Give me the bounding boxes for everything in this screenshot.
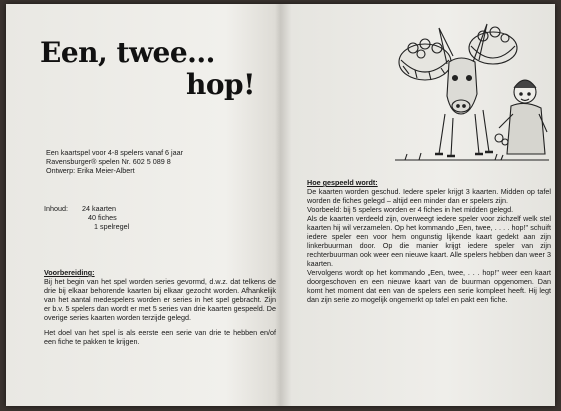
game-info — [46, 148, 276, 175]
info-line: Ravensburger® spelen Nr. 602 5 089 8 — [46, 157, 171, 166]
how-to-play-heading: Hoe gespeeld wordt: — [307, 178, 378, 187]
contents-item: 1 spelregel — [94, 222, 130, 231]
donkey-illustration — [395, 14, 549, 164]
preparation-section — [44, 268, 276, 352]
contents-item: 40 fiches — [88, 213, 117, 222]
preparation-paragraph: Bij het begin van het spel worden series gevormd, d.w.z. dat telkens de drie bij elkaar behorende kaarten bij elkaar gezocht worden. Afhankelijk van het aantal medespelers worden er series in het spel gebracht. Zijn er b.v. 5 spelers dan wordt er met 5 series van drie kaarten gespeeld. De overige series kaarten worden terzijde gelegd. — [44, 277, 276, 322]
title-line-2: hop! — [186, 68, 255, 101]
contents-list — [44, 204, 129, 231]
how-to-play-paragraph: Als de kaarten verdeeld zijn, overweegt iedere speler voor zichzelf welk stel kaarten hij wil verzamelen. Op het kommando „Een, twee, . . . . hop!" schuift iedere speler een voor hem ongunstig lijkende kaart gedekt aan zijn linkerbuurman door. Op die manier krijgt iedere speler van zijn rechterbuurman ook weer een nieuwe kaart. Alle spelers hebben dan weer 3 kaarten. — [307, 214, 551, 268]
info-line: Een kaartspel voor 4-8 spelers vanaf 6 jaar — [46, 148, 184, 157]
how-to-play-paragraph: Vervolgens wordt op het kommando „Een, twee, . . . hop!" weer een kaart doorgeschoven en een nieuwe kaart van de buurman opgenomen. Dan komt het moment dat een van de spelers een serie kompleet heeft. Hij legt dan zijn serie zo mogelijk ongemerkt op tafel en pakt een fiche. — [307, 268, 551, 304]
right-page — [285, 4, 555, 406]
info-line: Ontwerp: Erika Meier-Albert — [46, 166, 135, 175]
booklet-spread — [6, 4, 555, 406]
how-to-play-paragraph: Voorbeeld: bij 5 spelers worden er 4 fiches in het midden gelegd. — [307, 205, 514, 214]
preparation-heading: Voorbereiding: — [44, 268, 95, 277]
contents-label: Inhoud: — [44, 204, 68, 213]
left-page — [6, 4, 278, 406]
how-to-play-paragraph: De kaarten worden geschud. Iedere speler krijgt 3 kaarten. Midden op tafel worden de fiches gelegd – altijd een minder dan er spelers zijn. — [307, 187, 551, 205]
how-to-play-section — [307, 178, 551, 304]
title-line-1: Een, twee... — [40, 36, 215, 69]
preparation-paragraph: Het doel van het spel is als eerste een serie van drie te hebben en/of een fiche te pakken te krijgen. — [44, 328, 276, 346]
contents-item: 24 kaarten — [82, 204, 116, 213]
